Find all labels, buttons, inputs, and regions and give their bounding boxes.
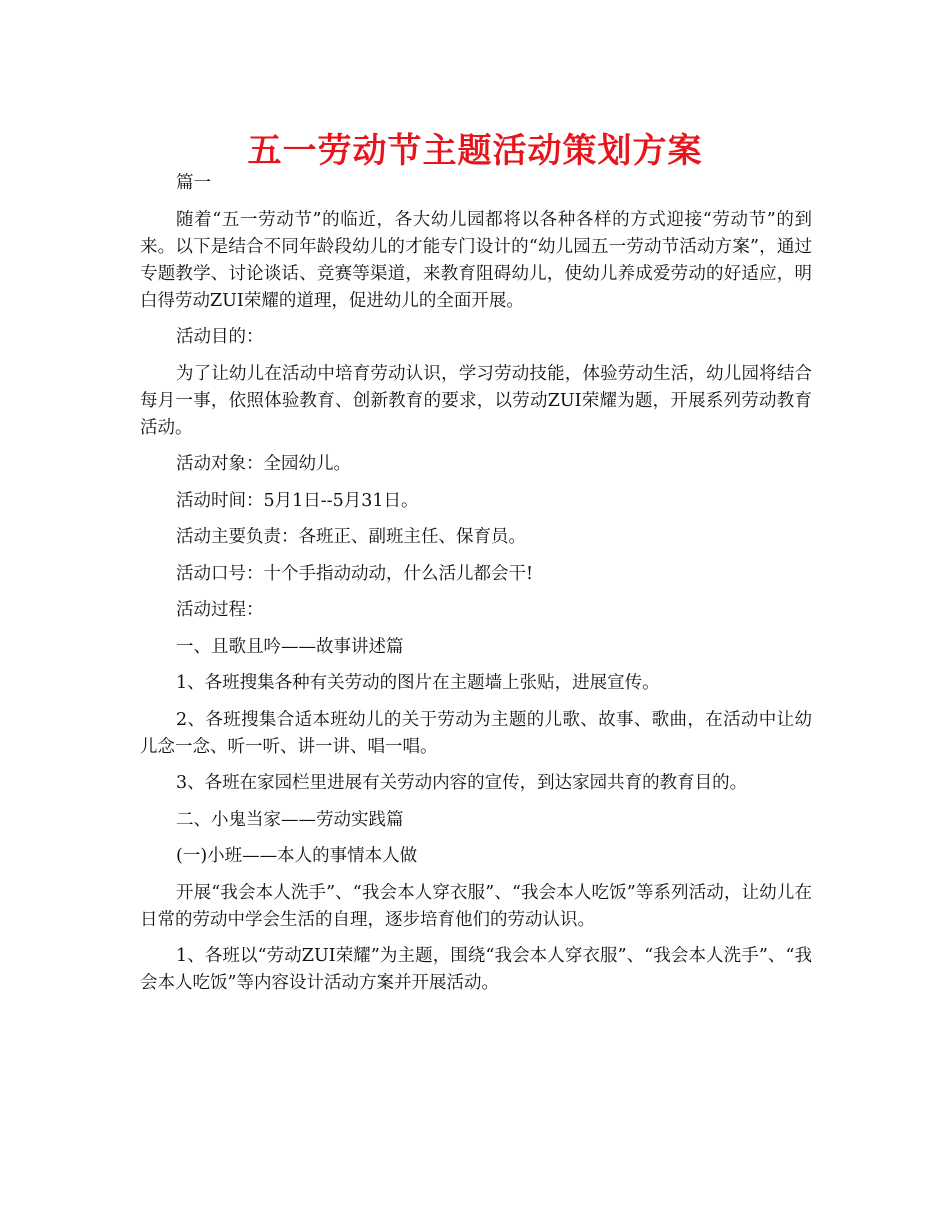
paragraph: 活动过程： — [176, 600, 264, 620]
paragraph: 活动口号：十个手指动动动，什么活儿都会干! — [176, 563, 534, 584]
paragraph: 3、各班在家园栏里进展有关劳动内容的宣传，到达家园共育的教育目的。 — [176, 773, 748, 793]
paragraph: 活动对象：全园幼儿。 — [176, 454, 351, 474]
paragraph: 1、各班搜集各种有关劳动的图片在主题墙上张贴，进展宣传。 — [176, 673, 660, 693]
document-title: 五一劳动节主题活动策划方案 — [247, 131, 703, 171]
paragraph: 活动主要负责：各班正、副班主任、保育员。 — [176, 527, 526, 547]
paragraph: 篇一 — [176, 173, 211, 193]
section-heading: 二、小鬼当家——劳动实践篇 — [176, 809, 404, 830]
paragraph: 为了让幼儿在活动中培育劳动认识，学习劳动技能，体验劳动生活，幼儿园将结合每月一事，依照体验教育、创新教育的要求，以劳动ZUI荣耀为题，开展系列劳动教育活动。 — [140, 363, 812, 438]
subsection-heading: (一)小班——本人的事情本人做 — [176, 846, 418, 866]
document-body — [140, 170, 812, 1007]
paragraph: 1、各班以“劳动ZUI荣耀”为主题，围绕“我会本人穿衣服”、“我会本人洗手”、“我会本人吃饭”等内容设计活动方案并开展活动。 — [140, 946, 812, 993]
paragraph: 随着“五一劳动节”的临近，各大幼儿园都将以各种各样的方式迎接“劳动节”的到来。以下是结合不同年龄段幼儿的才能专门设计的“幼儿园五一劳动节活动方案”，通过专题教学、讨论谈话、竞赛等渠道，来教育阻碍幼儿，使幼儿养成爱劳动的好适应，明白得劳动ZUI荣耀的道理，促进幼儿的全面开展。 — [140, 209, 812, 311]
paragraph: 开展“我会本人洗手”、“我会本人穿衣服”、“我会本人吃饭”等系列活动，让幼儿在日常的劳动中学会生活的自理，逐步培育他们的劳动认识。 — [140, 882, 812, 930]
section-heading: 一、且歌且吟——故事讲述篇 — [176, 636, 404, 657]
paragraph: 2、各班搜集合适本班幼儿的关于劳动为主题的儿歌、故事、歌曲，在活动中让幼儿念一念、听一听、讲一讲、唱一唱。 — [140, 709, 812, 757]
paragraph: 活动时间：5月1日--5月31日。 — [176, 490, 419, 511]
paragraph: 活动目的： — [176, 327, 264, 347]
